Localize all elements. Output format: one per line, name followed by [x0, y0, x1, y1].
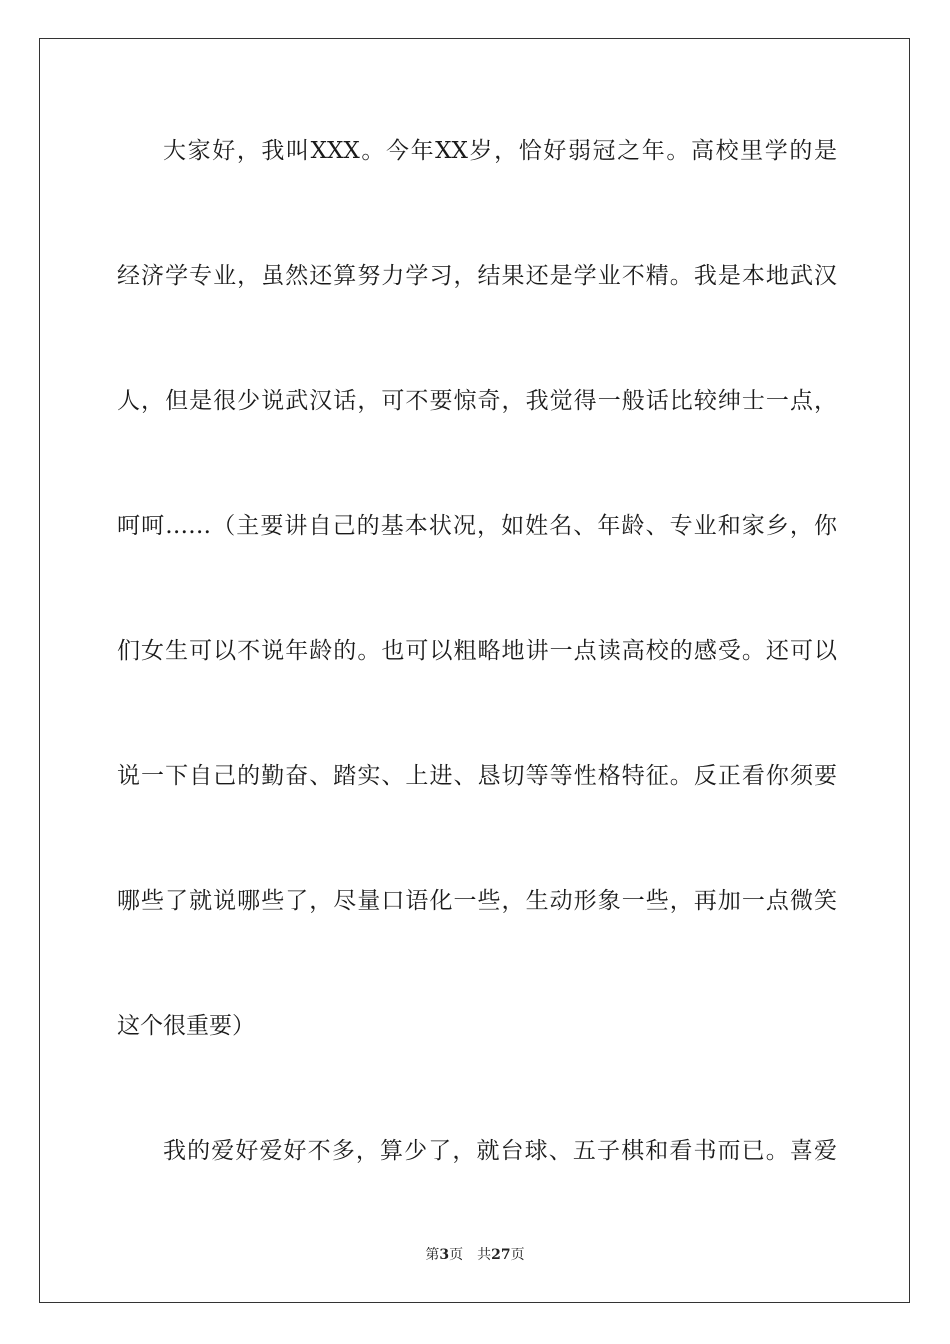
- paragraph-1-line-5: 们女生可以不说年龄的。也可以粗略地讲一点读高校的感受。还可以: [117, 638, 837, 664]
- total-prefix: 共: [477, 1247, 492, 1263]
- total-pages: 27: [491, 1247, 511, 1263]
- page-number: 3: [439, 1247, 450, 1263]
- page-suffix: 页: [449, 1247, 464, 1263]
- total-suffix: 页: [510, 1247, 525, 1263]
- paragraph-2-line-1: 我的爱好爱好不多，算少了，就台球、五子棋和看书而已。喜爱: [163, 1138, 837, 1164]
- paragraph-1-line-3: 人，但是很少说武汉话，可不要惊奇，我觉得一般话比较绅士一点，: [117, 388, 837, 414]
- paragraph-1-line-2: 经济学专业，虽然还算努力学习，结果还是学业不精。我是本地武汉: [117, 263, 837, 289]
- paragraph-1-line-1: 大家好，我叫XXX。今年XX岁，恰好弱冠之年。高校里学的是: [163, 138, 837, 164]
- page-prefix: 第: [425, 1247, 440, 1263]
- page-footer: [0, 1245, 950, 1265]
- paragraph-1-line-4: 呵呵……（主要讲自己的基本状况，如姓名、年龄、专业和家乡，你: [117, 513, 837, 539]
- paragraph-1-line-8: 这个很重要）: [117, 1013, 255, 1039]
- page-border: [39, 38, 910, 1303]
- paragraph-1-line-6: 说一下自己的勤奋、踏实、上进、恳切等等性格特征。反正看你须要: [117, 763, 837, 789]
- paragraph-1-line-7: 哪些了就说哪些了，尽量口语化一些，生动形象一些，再加一点微笑: [117, 888, 837, 914]
